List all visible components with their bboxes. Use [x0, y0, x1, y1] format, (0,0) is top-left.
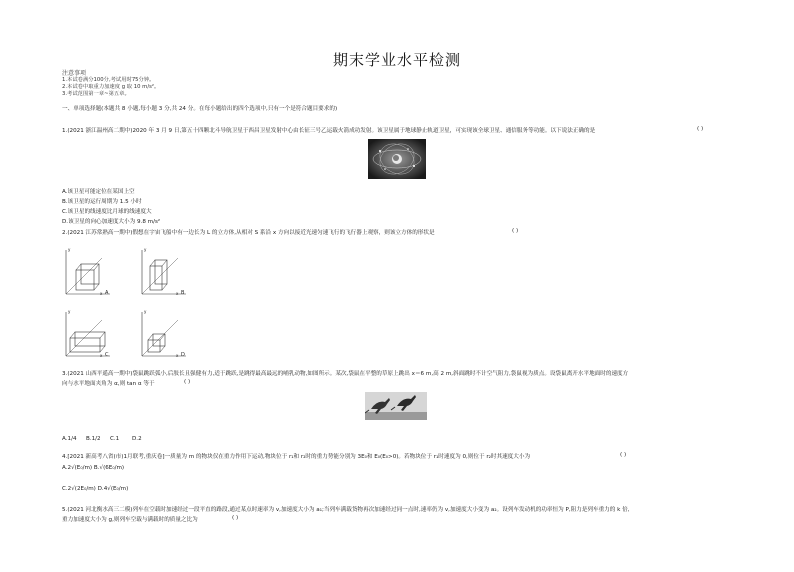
q2-bracket: ( ) [512, 228, 519, 234]
satellite-image [368, 139, 426, 179]
q5-stem-line-1: 5.(2021 河北衡水高三二模)列车在空载时加速经过一段平直的路段,通过某点时速率为 v,加速度大小为 a₁;当列车满载货物再次加速经过同一点时,速率仍为 v,加速度大小变为 a₂。设列车发动机的功率恒为 P,阻力是列车重力的 k 倍, [62, 507, 630, 513]
q2-figure-d-axis-y: y [144, 309, 147, 314]
notes-line-3: 3.考试范围第一章~第五章。 [62, 91, 130, 97]
q4-stem: 4.[2021 新高考八省(市)1月联考,重庆卷]一质量为 m 的物块仅在重力作用下运动,物块位于 r₁和 r₂时的重力势能分别为 3E₀和 E₀(E₀>0)。若物块位于 r₁时速度为 0,则位于 r₂时其速度大小为 [62, 454, 531, 460]
q3-option-a: A.1/4 [62, 436, 77, 442]
q3-stem-line-2: 向与水平地面夹角为 α,则 tan α 等于 [62, 381, 155, 387]
q3-stem-line-1: 3.(2021 山西平遥高一期中)袋鼠跳跃弧小,后肢长且强健有力,适于跳跃,是跳得最高最远的哺乳动物,如图所示。某次,袋鼠在平整的草原上跳出 x＝6 m,高 2 m,斜面跳时不计空气阻力,袋鼠视为质点。设袋鼠离开水平地面时的速度方 [62, 371, 629, 377]
q1-stem: 1.(2021 浙江温州高二期中)2020 年 3 月 9 日,第五十四颗北斗导航卫星于西昌卫星发射中心由长征三号乙运载火箭成功发射。该卫星属于地球静止轨道卫星，可实现该全球卫星、通信服务等功能。以下说法正确的是 [62, 128, 596, 134]
section-heading: 一、单项选择题(本题共 8 小题,每小题 3 分,共 24 分。在每小题给出的四个选项中,只有一个是符合题目要求的) [62, 106, 338, 112]
q2-figure-a-axis-x: x [100, 291, 103, 296]
q2-figure-a [60, 244, 120, 300]
q4-bracket: ( ) [620, 452, 627, 458]
q1-bracket: ( ) [697, 126, 704, 132]
q2-figure-b-label: B [181, 290, 185, 296]
q2-figure-b-axis-y: y [144, 247, 147, 252]
q4-options-line-2: C.2√(2E₀/m) D.4√(E₀/m) [62, 486, 129, 492]
q2-figure-b-axis-x: x [176, 291, 179, 296]
q2-figure-a-label: A [105, 290, 109, 296]
q1-option-c: C.该卫星的线速度比月球的线速度大 [62, 209, 152, 215]
q1-option-b: B.该卫星的运行周期为 1.5 小时 [62, 199, 142, 205]
q2-figure-b [136, 244, 196, 300]
q5-stem-line-2: 重力加速度大小为 g,则列车空载与满载时的质量之比为 [62, 517, 198, 523]
q2-figure-c-axis-x: x [100, 353, 103, 358]
q2-figure-d [136, 306, 196, 362]
q2-figure-a-axis-y: y [68, 247, 71, 252]
notes-line-1: 1.本试卷满分100分,考试用时75分钟。 [62, 77, 155, 83]
q2-figure-d-axis-x: x [176, 353, 179, 358]
q3-option-b: B.1/2 [86, 436, 101, 442]
q4-options-line-1: A.2√(E₀/m) B.√(6E₀/m) [62, 465, 125, 471]
notes-line-2: 2.本试卷中取重力加速度 g 取 10 m/s²。 [62, 84, 160, 90]
q2-figure-c-axis-y: y [68, 309, 71, 314]
notes-block [62, 70, 159, 98]
q3-option-c: C.1 [110, 436, 120, 442]
q2-figure-c [60, 306, 120, 362]
q3-option-d: D.2 [132, 436, 142, 442]
q2-stem: 2.(2021 江苏常熟高一期中)假想在宇宙飞船中有一边长为 L 的立方体,从相对 S 系沿 x 方向以接近光速匀速飞行的飞行器上观察，则该立方体的形状是 [62, 230, 435, 236]
page-title: 期末学业水平检测 [332, 51, 461, 69]
q2-figure-d-label: D [181, 352, 185, 358]
q2-figure-c-label: C [105, 352, 109, 358]
kangaroo-image [365, 392, 427, 420]
q1-option-d: D.该卫星的向心加速度大小为 9.8 m/s² [62, 219, 161, 225]
q3-bracket: ( ) [184, 379, 191, 385]
notes-heading: 注意事项 [62, 70, 87, 77]
q1-option-a: A.该卫星可能定位在某国上空 [62, 189, 135, 195]
q5-bracket: ( ) [232, 515, 239, 521]
